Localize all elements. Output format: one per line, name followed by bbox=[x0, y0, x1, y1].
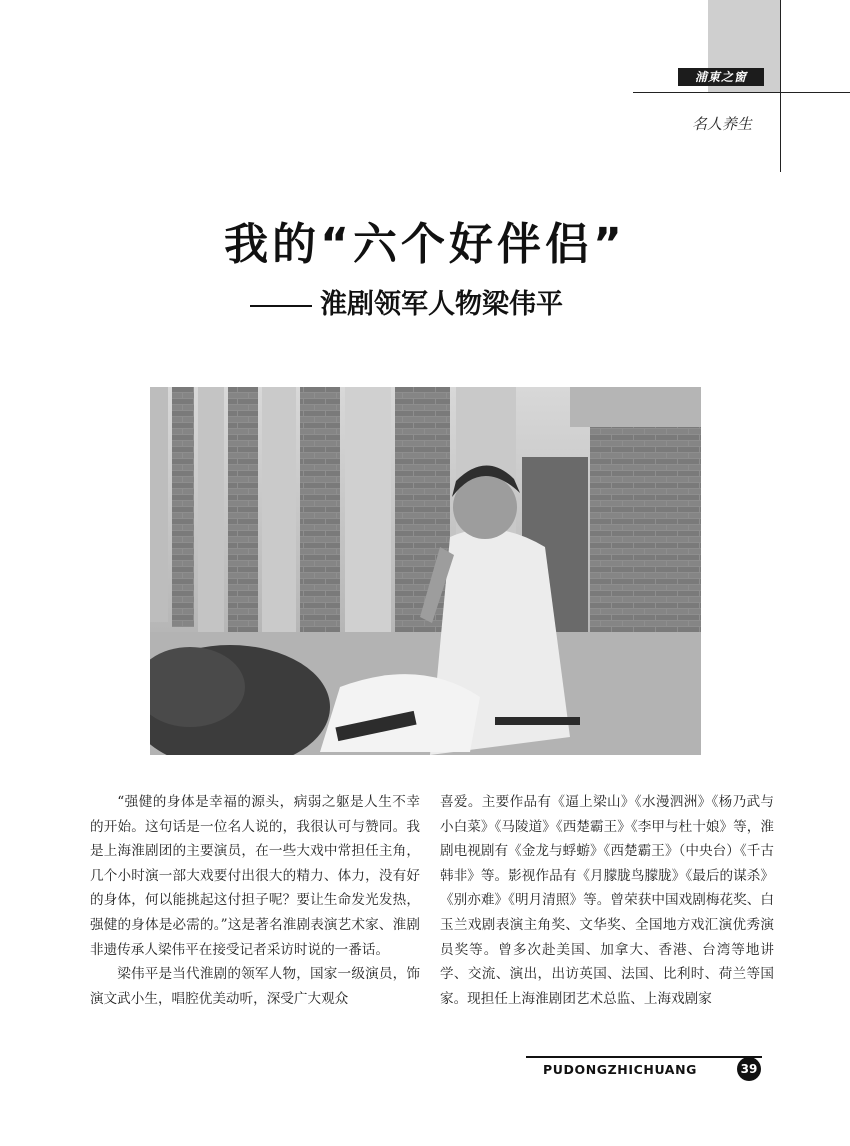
photo-illustration bbox=[150, 387, 701, 755]
portrait-photo bbox=[150, 387, 701, 755]
subtitle-text: 淮剧领军人物梁伟平 bbox=[320, 289, 563, 320]
article-title: 我的“六个好伴侣” bbox=[224, 219, 626, 270]
body-paragraph: 喜爱。主要作品有《逼上梁山》《水漫泗洲》《杨乃武与小白菜》《马陵道》《西楚霸王》《李甲与杜十娘》等，淮剧电视剧有《金龙与蜉蝣》《西楚霸王》（中央台）《千古韩非》等。影视作品有《月朦胧鸟朦胧》《最后的谋杀》《别亦难》《明月清照》等。曾荣获中国戏剧梅花奖、白玉兰戏剧表演主角奖、文华奖、全国地方戏汇演优秀演员奖等。曾多次赴美国、加拿大、香港、台湾等地讲学、交流、演出，出访英国、法国、比利时、荷兰等国家。现担任上海淮剧团艺术总监、上海戏剧家 bbox=[440, 794, 774, 1007]
magazine-badge: 浦東之窗 bbox=[678, 68, 764, 86]
body-paragraph: 梁伟平是当代淮剧的领军人物，国家一级演员，饰演文武小生，唱腔优美动听，深受广大观众 bbox=[90, 966, 420, 1007]
subtitle-dash bbox=[250, 305, 312, 307]
header-vertical-rule bbox=[780, 0, 781, 172]
section-label: 名人养生 bbox=[692, 115, 753, 133]
header-horizontal-rule bbox=[633, 92, 850, 93]
footer-magazine-name: PUDONGZHICHUANG bbox=[543, 1062, 698, 1077]
body-paragraph: “强健的身体是幸福的源头，病弱之躯是人生不幸的开始。这句话是一位名人说的，我很认可与赞同。我是上海淮剧团的主要演员，在一些大戏中常担任主角，几个小时演一部大戏要付出很大的精力、体力，没有好的身体，何以能挑起这付担子呢？要让生命发光发热，强健的身体是必需的。”这是著名淮剧表演艺术家、淮剧非遗传承人梁伟平在接受记者采访时说的一番话。 bbox=[90, 794, 420, 958]
article-subtitle bbox=[250, 282, 563, 321]
body-column-right bbox=[440, 790, 774, 1011]
page-number: 39 bbox=[737, 1057, 761, 1081]
body-column-left bbox=[90, 790, 420, 1011]
footer-rule bbox=[526, 1056, 762, 1058]
